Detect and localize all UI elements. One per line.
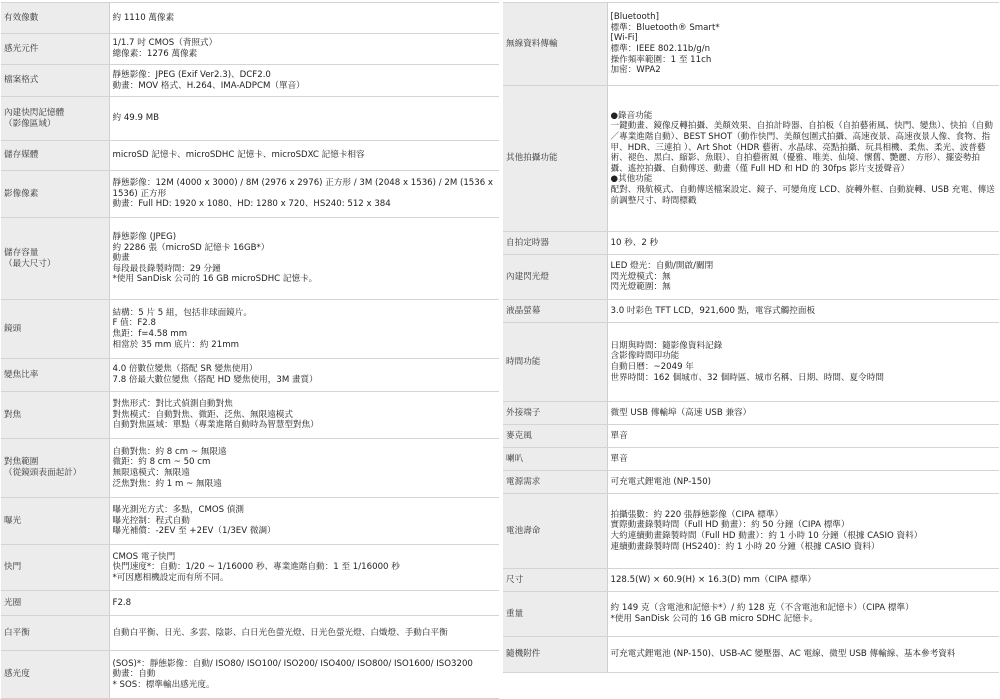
- spec-row: [1, 141, 499, 171]
- spec-value-text: 每段最長錄製時間：29 分鐘: [112, 263, 221, 274]
- spec-value-text: 自動對焦：約 8 cm ~ 無限遠: [112, 446, 227, 457]
- spec-label-cell: [503, 592, 607, 637]
- spec-label-text: 有效像數: [4, 12, 39, 23]
- spec-value-cell: [109, 218, 499, 300]
- spec-value-text: 動畫：Full HD: 1920 x 1080、HD: 1280 x 720、HS240: 512 x 384: [112, 199, 391, 210]
- spec-label-text: 時間功能: [506, 356, 541, 367]
- spec-label-text: 對焦: [4, 409, 22, 420]
- spec-label-cell: [503, 86, 607, 232]
- spec-value-text: 10 秒、2 秒: [610, 237, 659, 248]
- spec-value-text: 1/1.7 吋 CMOS（背照式）: [112, 38, 218, 49]
- spec-value-text: 結構：5 片 5 組，包括非球面鏡片。: [112, 307, 252, 318]
- spec-row: [503, 232, 999, 255]
- spec-row: [503, 402, 999, 425]
- right-spec-body: [503, 3, 999, 673]
- spec-label-cell: [1, 65, 109, 97]
- spec-label-cell: [1, 141, 109, 171]
- spec-value-text: 可充電式鋰電池 (NP-150)、USB-AC 變壓器、AC 電線、微型 USB 傳輸線、基本參考資料: [610, 649, 956, 660]
- spec-value-text: ●其他功能: [610, 174, 653, 185]
- spec-value-text: 128.5(W) × 60.9(H) × 16.3(D) mm（CIPA 標準）: [610, 574, 817, 585]
- spec-label-cell: [1, 34, 109, 65]
- spec-value-text: CMOS 電子快門: [112, 551, 176, 562]
- spec-label-cell: [503, 232, 607, 255]
- spec-label-text: 其他拍攝功能: [506, 153, 558, 164]
- spec-value-text: 曝光補償：-2EV 至 +2EV（1/3EV 微調）: [112, 526, 276, 537]
- spec-value-cell: [607, 402, 999, 425]
- spec-value-text: F 值：F2.8: [112, 318, 156, 329]
- spec-value-text: 3.0 吋彩色 TFT LCD，921,600 點，電容式觸控面板: [610, 305, 816, 316]
- spec-value-text: 約 1110 萬像素: [112, 12, 175, 23]
- spec-value-cell: [607, 425, 999, 448]
- spec-label-cell: [503, 300, 607, 323]
- spec-label-cell: [1, 392, 109, 439]
- spec-value-cell: [607, 471, 999, 494]
- spec-value-cell: [607, 637, 999, 673]
- spec-value-text: *可因應相機設定而有所不同。: [112, 572, 229, 583]
- spec-value-text: 靜態影像：JPEG (Exif Ver2.3)、DCF2.0: [112, 69, 271, 80]
- spec-value-text: [Bluetooth]: [610, 12, 659, 23]
- left-spec-body: [1, 3, 499, 699]
- spec-value-text: 日期與時間：隨影像資料記錄: [610, 340, 723, 351]
- spec-label-text: 外接端子: [506, 407, 541, 418]
- spec-label-text: 內建閃光燈: [506, 271, 549, 282]
- spec-value-cell: [109, 359, 499, 392]
- spec-row: [503, 592, 999, 637]
- spec-value-text: 一鍵動畫、鏡像反轉拍攝、美顏效果、自拍計時器、自拍板（自拍藝術風、快門、變焦）、快拍（自動／專業進階自動）、BEST SHOT（動作快門、美顏包圍式拍攝、高速夜景、高速夜景人像、食物、指甲、HDR、三連拍 ）、Art Shot（HDR 藝術、水晶球、亮點拍攝、玩具相機、柔焦、柔光、波普藝術、褪色、黑白、縮影、魚眼）、自拍藝術風（優雅、唯美、仙境、懷舊、艷麗、方形）、擺姿勢拍攝、遙控拍攝、自動傳送、動畫（僅 Full HD 和 HD 的 30fps 影片支援聲音）: [610, 121, 993, 174]
- spec-value-cell: [109, 439, 499, 498]
- spec-value-text: 標準：Bluetooth® Smart*: [610, 22, 720, 33]
- spec-value-cell: [607, 592, 999, 637]
- spec-value-text: 含影像時間印功能: [610, 351, 680, 362]
- spec-label-text: （最大尺寸）: [4, 258, 56, 269]
- spec-value-text: 總像素：1276 萬像素: [112, 49, 198, 59]
- spec-value-cell: [607, 86, 999, 232]
- left-spec-table: [1, 2, 499, 699]
- spec-value-text: 連續動畫錄製時間 (HS240)：約 1 小時 20 分鐘（根據 CASIO 資料）: [610, 541, 880, 552]
- spec-value-text: 拍攝張數：約 220 張靜態影像（CIPA 標準）: [610, 509, 784, 520]
- spec-value-text: 世界時間：162 個城市、32 個時區、城市名稱、日期、時間、夏令時間: [610, 372, 884, 383]
- spec-label-text: 感光度: [4, 669, 30, 680]
- spec-label-cell: [1, 591, 109, 616]
- spec-value-cell: [109, 616, 499, 651]
- spec-label-text: 光圈: [4, 597, 22, 608]
- spec-label-cell: [1, 171, 109, 218]
- spec-value-text: [Wi-Fi]: [610, 33, 638, 44]
- spec-value-cell: [607, 494, 999, 569]
- spec-row: [503, 323, 999, 402]
- spec-value-cell: [109, 97, 499, 141]
- spec-value-text: 約 2286 張（microSD 記憶卡 16GB*）: [112, 242, 270, 253]
- spec-value-text: 標準：IEEE 802.11b/g/n: [610, 44, 711, 54]
- spec-row: [1, 616, 499, 651]
- right-spec-table: [503, 2, 999, 673]
- spec-label-cell: [503, 323, 607, 402]
- spec-row: [1, 439, 499, 498]
- spec-value-text: 自動日曆：~2049 年: [610, 362, 694, 372]
- spec-value-text: 自動對焦區域：單點（專業進階自動時為智慧型對焦）: [112, 420, 319, 431]
- spec-label-cell: [503, 471, 607, 494]
- spec-label-cell: [1, 616, 109, 651]
- spec-value-text: 約 49.9 MB: [112, 113, 160, 124]
- spec-value-text: 配對、飛航模式、自動傳送檔案設定、鏡子、可變角度 LCD、旋轉外框、自動旋轉、USB 充電、傳送前調整尺寸、時間標戳: [610, 184, 995, 206]
- spec-value-text: 單音: [610, 453, 628, 464]
- spec-value-text: 7.8 倍最大數位變焦（搭配 HD 變焦使用，3M 畫質）: [112, 375, 318, 385]
- spec-value-text: 閃光燈模式：無: [610, 271, 671, 282]
- spec-label-cell: [503, 402, 607, 425]
- spec-label-cell: [503, 448, 607, 471]
- spec-row: [503, 494, 999, 569]
- spec-value-text: 對焦形式：對比式偵測自動對焦: [112, 399, 233, 410]
- spec-row: [1, 300, 499, 359]
- spec-row: [503, 471, 999, 494]
- spec-label-text: 變焦比率: [4, 369, 39, 380]
- spec-label-cell: [503, 637, 607, 673]
- spec-value-cell: [109, 591, 499, 616]
- spec-label-text: 儲存容量: [4, 247, 39, 258]
- spec-row: [1, 359, 499, 392]
- spec-label-cell: [503, 3, 607, 86]
- spec-label-text: 快門: [4, 562, 22, 573]
- spec-label-text: 重量: [506, 608, 524, 619]
- spec-label-text: 儲存媒體: [4, 150, 39, 161]
- spec-label-text: 隨機附件: [506, 649, 541, 660]
- spec-value-cell: [607, 255, 999, 300]
- spec-row: [1, 65, 499, 97]
- spec-value-text: 靜態影像：12M (4000 x 3000) / 8M (2976 x 2976) 正方形 / 3M (2048 x 1536) / 2M (1536 x 1536) 正方形: [112, 178, 494, 199]
- spec-value-text: 實際動畫錄製時間（Full HD 動畫）：約 50 分鐘（CIPA 標準）: [610, 520, 850, 531]
- spec-row: [503, 425, 999, 448]
- spec-label-text: （影像區域）: [4, 118, 56, 129]
- spec-value-text: 加密：WPA2: [610, 65, 661, 76]
- spec-value-text: 大約連續動畫錄製時間（Full HD 動畫）：約 1 小時 10 分鐘（根據 CASIO 資料）: [610, 531, 923, 541]
- spec-label-text: 影像像素: [4, 188, 39, 199]
- spec-value-text: 動畫: [112, 253, 130, 264]
- spec-value-text: *使用 SanDisk 公司的 16 GB microSDHC 記憶卡。: [112, 274, 318, 285]
- spec-value-text: 曝光測光方式：多點，CMOS 偵測: [112, 505, 244, 516]
- spec-label-text: 電池壽命: [506, 525, 541, 536]
- spec-value-text: 約 149 克（含電池和記憶卡*）/ 約 128 克（不含電池和記憶卡）（CIPA 標準）: [610, 603, 914, 614]
- spec-value-text: 焦距：f=4.58 mm: [112, 329, 188, 339]
- spec-label-text: 尺寸: [506, 574, 524, 585]
- spec-value-cell: [109, 545, 499, 591]
- spec-row: [503, 86, 999, 232]
- spec-label-text: 感光元件: [4, 43, 39, 54]
- spec-value-text: (SOS)*：靜態影像：自動/ ISO80/ ISO100/ ISO200/ ISO400/ ISO800/ ISO1600/ ISO3200: [112, 658, 473, 669]
- spec-label-text: 內建快閃記憶體: [4, 107, 65, 118]
- spec-row: [1, 591, 499, 616]
- spec-value-cell: [109, 171, 499, 218]
- spec-row: [1, 3, 499, 34]
- spec-row: [1, 218, 499, 300]
- spec-value-text: 動畫：自動: [112, 669, 156, 680]
- spec-label-cell: [503, 569, 607, 592]
- spec-value-text: LED 燈光：自動/開啟/關閉: [610, 261, 714, 272]
- spec-label-cell: [503, 425, 607, 448]
- spec-value-cell: [109, 3, 499, 34]
- spec-label-cell: [1, 498, 109, 545]
- spec-value-text: 單音: [610, 430, 628, 441]
- spec-value-text: 自動白平衡、日光、多雲、陰影、白日光色螢光燈、日光色螢光燈、白熾燈、手動白平衡: [112, 627, 448, 638]
- spec-label-text: （從鏡頭表面起計）: [4, 468, 82, 478]
- spec-row: [1, 392, 499, 439]
- spec-value-text: 閃光燈範圍：無: [610, 282, 671, 293]
- spec-value-text: 微距：約 8 cm ~ 50 cm: [112, 457, 211, 468]
- spec-value-cell: [607, 569, 999, 592]
- spec-row: [503, 637, 999, 673]
- spec-label-text: 白平衡: [4, 627, 30, 638]
- spec-value-cell: [109, 65, 499, 97]
- spec-value-cell: [607, 323, 999, 402]
- spec-label-text: 液晶螢幕: [506, 305, 541, 316]
- spec-value-cell: [607, 300, 999, 323]
- spec-row: [503, 569, 999, 592]
- spec-value-text: 相當於 35 mm 底片：約 21mm: [112, 339, 239, 350]
- spec-value-text: F2.8: [112, 597, 132, 608]
- spec-label-text: 無線資料傳輸: [506, 38, 558, 49]
- spec-label-text: 喇叭: [506, 453, 524, 464]
- spec-label-cell: [1, 439, 109, 498]
- spec-row: [1, 34, 499, 65]
- spec-value-cell: [109, 498, 499, 545]
- spec-value-text: 4.0 倍數位變焦（搭配 SR 變焦使用）: [112, 364, 258, 375]
- spec-label-cell: [1, 218, 109, 300]
- spec-label-text: 電源需求: [506, 476, 541, 487]
- spec-value-cell: [109, 300, 499, 359]
- spec-value-text: 快門速度*：自動：1/20 ~ 1/16000 秒、專業進階自動：1 至 1/16000 秒: [112, 562, 400, 573]
- spec-value-text: 對焦模式：自動對焦、微距、泛焦、無限遠模式: [112, 409, 293, 420]
- spec-value-text: 動畫：MOV 格式、H.264、IMA-ADPCM（單音）: [112, 80, 305, 91]
- spec-value-text: 微型 USB 傳輸埠（高速 USB 兼容）: [610, 407, 752, 418]
- spec-label-text: 對焦範圍: [4, 457, 39, 468]
- spec-row: [503, 3, 999, 86]
- spec-value-cell: [109, 141, 499, 171]
- spec-row: [503, 300, 999, 323]
- spec-label-text: 檔案格式: [4, 75, 39, 86]
- spec-label-text: 鏡頭: [4, 323, 22, 334]
- spec-value-text: 無限遠模式：無限遠: [112, 468, 190, 478]
- spec-label-text: 麥克風: [506, 430, 532, 441]
- spec-row: [1, 545, 499, 591]
- spec-value-text: microSD 記憶卡、microSDHC 記憶卡、microSDXC 記憶卡相容: [112, 150, 365, 161]
- spec-value-text: 泛焦對焦：約 1 m ~ 無限遠: [112, 478, 222, 489]
- spec-value-text: 可充電式鋰電池 (NP-150): [610, 476, 712, 487]
- spec-value-text: 操作頻率範圍：1 至 11ch: [610, 54, 712, 65]
- spec-value-text: * SOS：標準輸出感光度。: [112, 679, 215, 690]
- spec-row: [1, 97, 499, 141]
- spec-label-cell: [503, 494, 607, 569]
- spec-value-cell: [109, 392, 499, 439]
- spec-value-text: *使用 SanDisk 公司的 16 GB micro SDHC 記憶卡。: [610, 614, 819, 624]
- spec-label-cell: [1, 545, 109, 591]
- spec-row: [503, 448, 999, 471]
- spec-label-text: 自拍定時器: [506, 237, 549, 248]
- spec-value-cell: [607, 3, 999, 86]
- spec-value-cell: [109, 34, 499, 65]
- spec-value-text: 靜態影像 (JPEG): [112, 232, 177, 243]
- spec-value-text: ●錄音功能: [610, 110, 653, 121]
- spec-label-cell: [1, 359, 109, 392]
- spec-label-cell: [503, 255, 607, 300]
- spec-label-text: 曝光: [4, 515, 22, 526]
- spec-label-cell: [1, 300, 109, 359]
- spec-label-cell: [1, 3, 109, 34]
- spec-label-cell: [1, 97, 109, 141]
- spec-value-text: 曝光控制：程式自動: [112, 515, 190, 526]
- spec-value-cell: [607, 232, 999, 255]
- spec-row: [1, 498, 499, 545]
- spec-value-cell: [607, 448, 999, 471]
- spec-row: [503, 255, 999, 300]
- spec-row: [1, 171, 499, 218]
